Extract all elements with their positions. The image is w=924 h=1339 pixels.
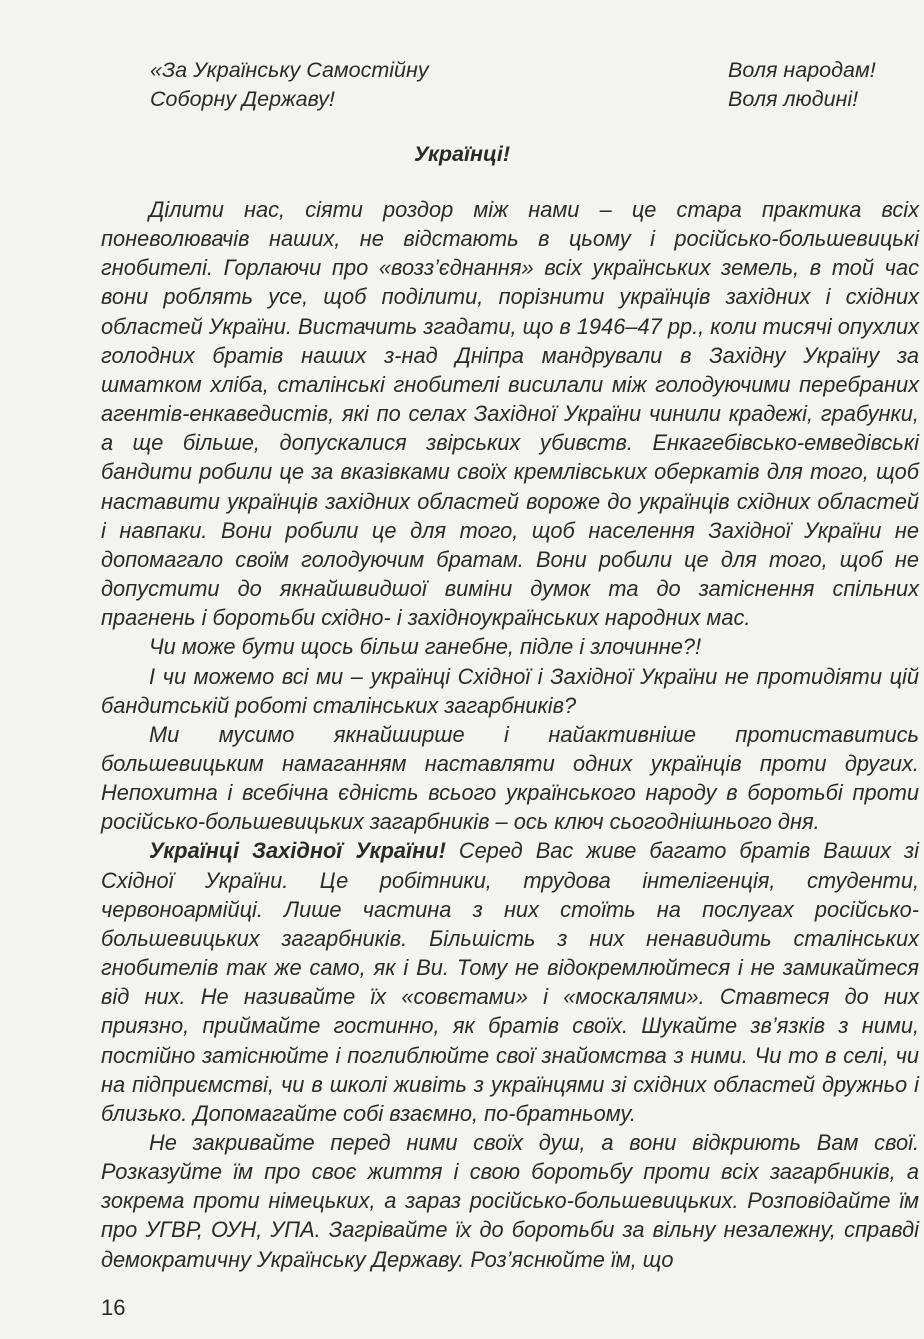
- paragraph-5-text: Серед Вас живе багато братів Ваших зі Східної України. Це робітники, трудова інтелігенція, студенти, червоноармійці. Лише частина з них стоїть на послугах російсько-большевицьких загарбників. Більшість з них ненавидить сталінських гнобителів так же само, як і Ви. Тому не відокремлюйтеся і не замикайтеся від них. Не називайте їх «совєтами» і «москалями». Ставтеся до них приязно, приймайте гостинно, як братів своїх. Шукайте зв’язків з ними, постійно затіснюйте і поглиблюйте свої знайомства з ними. Чи то в селі, чи на підприємстві, чи в школі живіть з українцями зі східних областей дружньо і близько. Допомагайте собі взаємно, по-братньому.: [101, 838, 919, 1126]
- page-number: 16: [101, 1295, 126, 1320]
- paragraph-2-text: Чи може бути щось більш ганебне, підле і злочинне?!: [149, 634, 701, 660]
- paragraph-3-text: І чи можемо всі ми – українці Східної і Західної України не протидіяти цій бандитській роботі сталінських загарбників?: [101, 663, 919, 718]
- paragraph-4-text: Ми мусимо якнайширше і найактивніше протиставитись большевицьким намаганням наставляти одних українців проти других. Непохитна і всебічна єдність всього українського народу в боротьбі проти російсько-большевицьких загарбників – ось ключ сьогоднішнього дня.: [101, 721, 919, 835]
- slogan-left: [150, 56, 429, 114]
- slogan-left-line-2: Соборну Державу!: [150, 87, 335, 111]
- paragraph-1: [101, 195, 919, 632]
- page-heading: Українці!: [414, 142, 510, 166]
- paragraph-6: [101, 1128, 919, 1274]
- slogan-right: [728, 56, 876, 114]
- paragraph-2: [101, 632, 919, 661]
- paragraph-5: [101, 836, 919, 1128]
- slogan-right-line-1: Воля народам!: [728, 58, 876, 82]
- paragraph-1-text: Ділити нас, сіяти роздор між нами – це стара практика всіх поневолювачів наших, не відстають в цьому і російсько-большевицькі гнобителі. Горлаючи про «возз’єднання» всіх українських земель, в той час вони роблять усе, щоб поділити, порізнити українців західних і східних областей України. Вистачить згадати, що в 1946–47 рр., коли тисячі опухлих голодних братів наших з-над Дніпра мандрували в Західну Україну за шматком хліба, сталінські гнобителі висилали між голодуючими перебраних агентів-енкаведистів, які по селах Західної України чинили крадежі, грабунки, а ще більше, допускалися звірських убивств. Енкагебівсько-емведівські бандити робили це за вказівками своїх кремлівських оберкатів для того, щоб наставити українців західних областей вороже до українців східних областей і навпаки. Вони робили це для того, щоб населення Західної України не допомагало своїм голодуючим братам. Вони робили це для того, щоб не допустити до якнайшвидшої виміни думок та до затіснення спільних прагнень і боротьби східно- і західноукраїнських народних мас.: [101, 197, 919, 631]
- paragraph-3: [101, 662, 919, 720]
- slogan-left-line-1: «За Українську Самостійну: [150, 58, 429, 82]
- paragraph-6-text: Не закривайте перед ними своїх душ, а вони відкриють Вам свої. Розказуйте їм про своє життя і свою боротьбу проти всіх загарбників, а зокрема проти німецьких, а зараз російсько-большевицьких. Розповідайте їм про УГВР, ОУН, УПА. Загрівайте їх до боротьби за вільну незалежну, справді демократичну Українську Державу. Роз’яснюйте їм, що: [101, 1130, 919, 1272]
- slogan-right-line-2: Воля людині!: [728, 87, 859, 111]
- paragraph-4: [101, 720, 919, 837]
- paragraph-5-lead: Українці Західної України!: [149, 838, 446, 864]
- body-text: [101, 195, 919, 1274]
